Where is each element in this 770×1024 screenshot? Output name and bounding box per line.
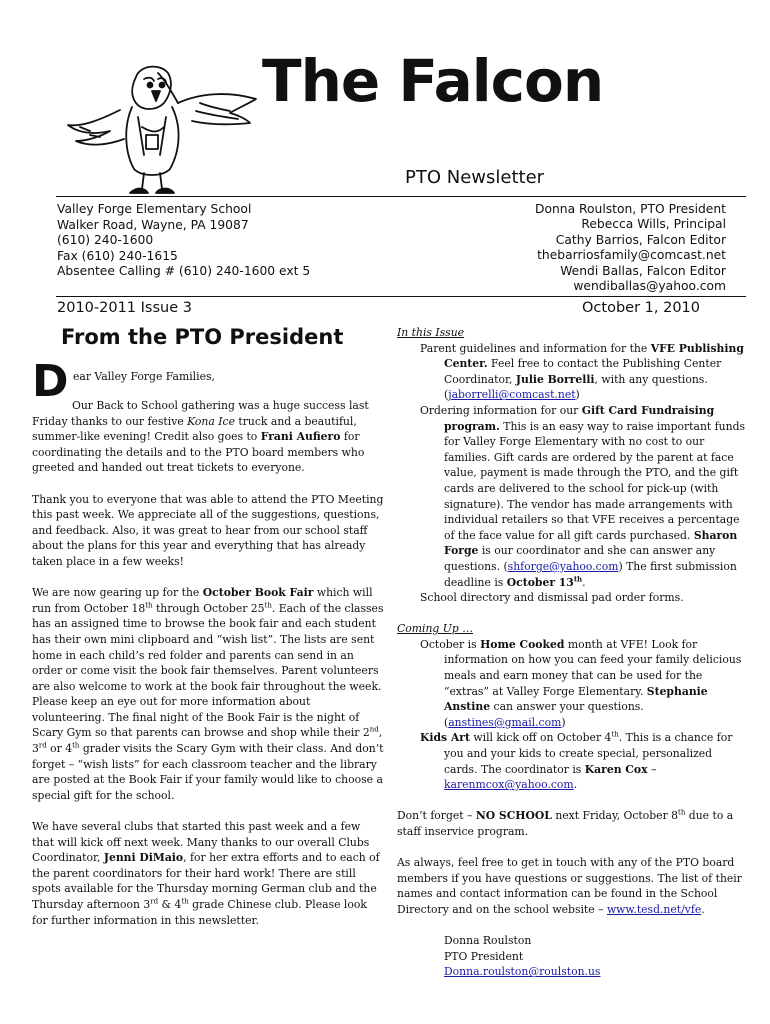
coming-up-title: Coming Up … <box>397 622 473 636</box>
issue-date: October 1, 2010 <box>582 300 700 316</box>
issue-label: 2010-2011 Issue 3 <box>57 300 192 316</box>
newsletter-subtitle: PTO Newsletter <box>405 167 545 188</box>
list-item: Kids Art will kick off on October 4th. This is a chance for you and your kids to create special, personalized cards. The coordinator is Karen Cox – karenmcox@yahoo.com. <box>420 730 733 792</box>
greeting: ear Valley Forge Families, <box>73 370 215 383</box>
officer-editor-2-email: wendiballas@yahoo.com <box>573 279 726 294</box>
school-phone: (610) 240-1600 <box>57 233 154 248</box>
masthead-title: The Falcon <box>262 47 604 115</box>
school-address: Walker Road, Wayne, PA 19087 <box>57 217 249 232</box>
header-divider-top <box>56 196 746 197</box>
signature-title: PTO President <box>444 949 524 963</box>
falcon-mascot-icon <box>60 55 260 205</box>
president-heading: From the PTO President <box>61 325 344 349</box>
school-fax: Fax (610) 240-1615 <box>57 248 178 263</box>
email-link-forge[interactable]: shforge@yahoo.com <box>507 559 619 573</box>
letter-paragraph: Thank you to everyone that was able to attend the PTO Meeting this past week. We appreciate all of the suggestions, questions, and feedback. Also, it was great to hear from our school staff about the plans for this year and everything that has already taken place in a few weeks! <box>32 492 384 568</box>
list-item: October is Home Cooked month at VFE! Look for information on how you can feed your family delicious meals and earn money that can be used for the “extras” at Valley Forge Elementary. Stephanie Anstine can answer your questions. (anstines@gmail.com) <box>420 637 742 729</box>
officer-principal: Rebecca Wills, Principal <box>581 217 726 232</box>
president-letter <box>32 398 384 944</box>
in-this-issue-list <box>397 341 747 606</box>
letter-paragraph: We have several clubs that started this past week and a few that will kick off next week. Many thanks to our overall Clubs Coordinator, Jenni DiMaio, for her extra efforts and to each of the parent coordinators for their hard work! There are still spots available for the Thursday morning German club and the Thursday afternoon 3rd & 4th grade Chinese club. Please look for further information in this newsletter. <box>32 820 380 927</box>
signature-email-link[interactable]: Donna.roulston@roulston.us <box>444 965 601 979</box>
officer-editor-1: Cathy Barrios, Falcon Editor <box>555 232 726 247</box>
officer-editor-1-email: thebarriosfamily@comcast.net <box>537 248 726 263</box>
list-item: School directory and dismissal pad order forms. <box>420 591 684 605</box>
absentee-line: Absentee Calling # (610) 240-1600 ext 5 <box>57 264 311 279</box>
officer-editor-2: Wendi Ballas, Falcon Editor <box>560 263 726 278</box>
letter-paragraph: Our Back to School gathering was a huge success last Friday thanks to our festive Kona Ice truck and a beautiful, summer-like evening! Credit also goes to Frani Aufiero for coordinating the details and to the PTO board members who greeted and handed out treat tickets to everyone. <box>32 399 369 475</box>
header-divider-bottom <box>56 296 746 297</box>
officers-block <box>535 202 726 294</box>
drop-cap: D <box>32 356 69 407</box>
sidebar-column <box>397 325 747 980</box>
closing-paragraph: As always, feel free to get in touch with any of the PTO board members if you have questions or suggestions. The list of their names and contact information can be found in the School Directory and on the school website – www.tesd.net/vfe. <box>397 856 742 916</box>
coming-up-list <box>397 637 747 793</box>
school-name: Valley Forge Elementary School <box>57 202 252 216</box>
signature-name: Donna Roulston <box>444 934 532 948</box>
in-this-issue-title: In this Issue <box>397 326 465 339</box>
letter-paragraph: We are now gearing up for the October Book Fair which will run from October 18th through October 25th. Each of the classes has an assigned time to browse the book fair and each student has their own mini clipboard and “wish list”. The lists are sent home in each child’s red folder and parents can send in an order or come visit the book fair themselves. Parent volunteers are also welcome to work at the book fair throughout the week. Please keep an eye out for more information about volunteering. The final night of the Book Fair is the night of Scary Gym so that parents can browse and shop while their 2nd, 3rd or 4th grader visits the Scary Gym with their class. And don’t forget – “wish lists” for each classroom teacher and the library are posted at the Book Fair if your family would like to choose a special gift for the school. <box>32 586 384 802</box>
email-link-cox[interactable]: karenmcox@yahoo.com <box>444 778 574 792</box>
list-item: Parent guidelines and information for the VFE Publishing Center. Feel free to contact the Publishing Center Coordinator, Julie Borrelli, with any questions. (jaborrelli@comcast.net) <box>420 341 744 402</box>
email-link-anstine[interactable]: anstines@gmail.com <box>448 715 562 729</box>
school-contact-block <box>57 202 310 280</box>
list-item: Ordering information for our Gift Card Fundraising program. This is an easy way to raise important funds for Valley Forge Elementary with no cost to our families. Gift cards are ordered by the parent at face value, payment is made through the PTO, and the gift cards are delivered to the school for pick-up (with signature). The vendor has made arrangements with individual retailers so that VFE receives a percentage of the face value for all gift cards purchased. Sharon Forge is our coordinator and she can answer any questions. (shforge@yahoo.com) The first submission deadline is October 13th. <box>420 403 746 589</box>
officer-president: Donna Roulston, PTO President <box>535 202 726 216</box>
website-link[interactable]: www.tesd.net/vfe <box>606 902 702 916</box>
no-school-reminder: Don’t forget – NO SCHOOL next Friday, October 8th due to a staff inservice program. <box>397 808 734 838</box>
email-link-borrelli[interactable]: jaborrelli@comcast.net <box>448 388 576 402</box>
